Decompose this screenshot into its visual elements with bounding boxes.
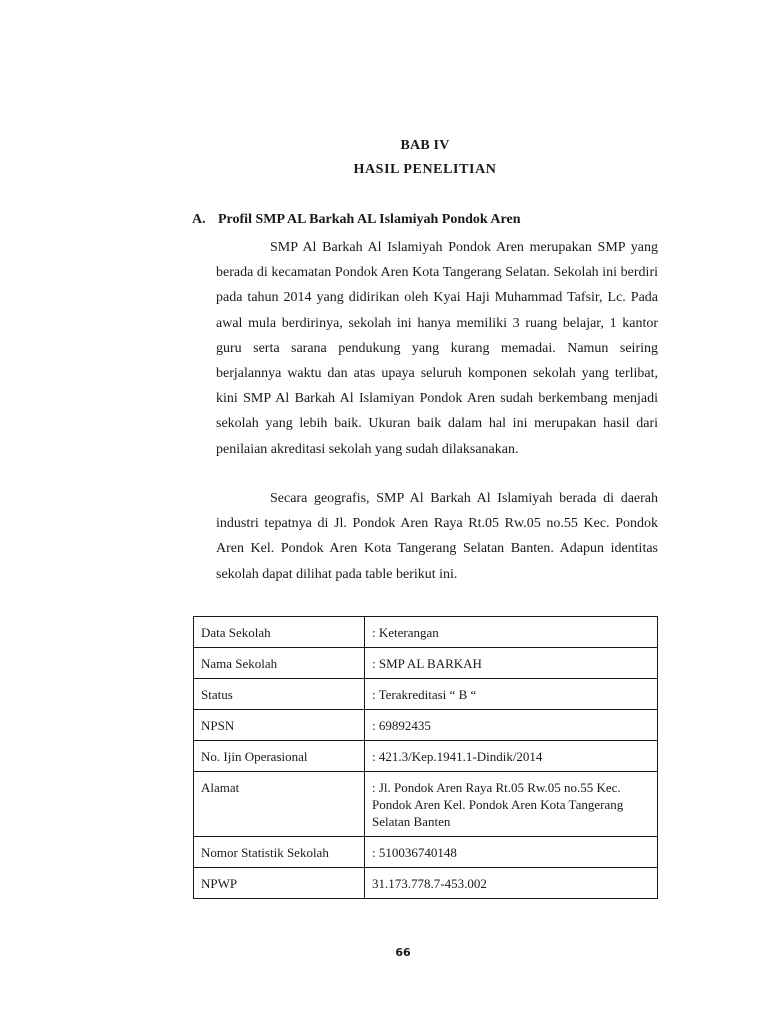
chapter-number: BAB IV (400, 138, 450, 153)
paragraph-school-history: SMP Al Barkah Al Islamiyah Pondok Aren merupakan SMP yang berada di kecamatan Pondok Aren Kota Tangerang Selatan. Sekolah ini berdiri pada tahun 2014 yang didirikan oleh Kyai Haji Muhammad Tafsir, Lc. Pada awal mula berdirinya, sekolah ini hanya memiliki 3 ruang belajar, 1 kantor guru serta sarana pendukung yang kurang memadai. Namun seiring berjalannya waktu dan atas upaya seluruh komponen sekolah yang terlibat, kini SMP Al Barkah Al Islamiyan Pondok Aren sudah berkembang menjadi sekolah yang lebih baik. Ukuran baik dalam hal ini merupakan hasil dari penilaian akreditasi sekolah yang sudah dilaksanakan. (216, 240, 658, 457)
section-letter: A. (192, 212, 206, 227)
table-row (194, 648, 658, 679)
table-row (194, 710, 658, 741)
table-cell-key: NPSN (194, 710, 365, 741)
table-row (194, 741, 658, 772)
table-cell-value: : Keterangan (365, 617, 658, 648)
section-heading (192, 212, 521, 228)
table-cell-value: : Terakreditasi “ B “ (365, 679, 658, 710)
section-title: Profil SMP AL Barkah AL Islamiyah Pondok Aren (218, 212, 521, 227)
table-cell-key: Nama Sekolah (194, 648, 365, 679)
table-cell-value: : 69892435 (365, 710, 658, 741)
table-row (194, 772, 658, 837)
table-cell-value: : Jl. Pondok Aren Raya Rt.05 Rw.05 no.55 Kec. Pondok Aren Kel. Pondok Aren Kota Tangerang Selatan Banten (365, 772, 658, 837)
table-cell-key: Status (194, 679, 365, 710)
table-cell-key: Nomor Statistik Sekolah (194, 837, 365, 868)
table-cell-value: 31.173.778.7-453.002 (365, 868, 658, 899)
table-cell-key: Data Sekolah (194, 617, 365, 648)
table-row (194, 837, 658, 868)
paragraph-school-location: Secara geografis, SMP Al Barkah Al Islamiyah berada di daerah industri tepatnya di Jl. Pondok Aren Raya Rt.05 Rw.05 no.55 Kec. Pondok Aren Kel. Pondok Aren Kota Tangerang Selatan Banten. Adapun identitas sekolah dapat dilihat pada table berikut ini. (216, 491, 658, 582)
table-cell-value: : SMP AL BARKAH (365, 648, 658, 679)
page-number: 66 (395, 946, 411, 959)
table-cell-value: : 510036740148 (365, 837, 658, 868)
table-row (194, 617, 658, 648)
table-cell-key: Alamat (194, 772, 365, 837)
school-identity-table (193, 616, 658, 899)
table-row (194, 868, 658, 899)
table-cell-key: NPWP (194, 868, 365, 899)
table-cell-key: No. Ijin Operasional (194, 741, 365, 772)
table-cell-value: : 421.3/Kep.1941.1-Dindik/2014 (365, 741, 658, 772)
chapter-title: HASIL PENELITIAN (353, 162, 497, 177)
table-row (194, 679, 658, 710)
